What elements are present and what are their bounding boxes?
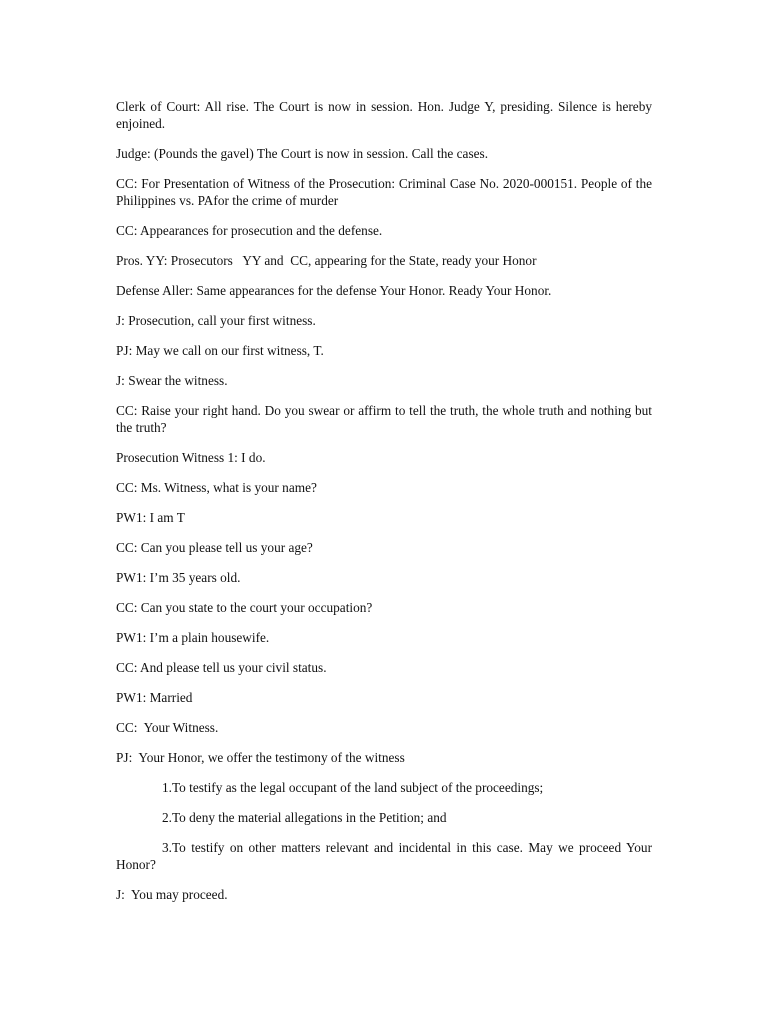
paragraph-name-answer: PW1: I am T	[116, 510, 185, 525]
paragraph-first-witness-call: J: Prosecution, call your first witness.	[116, 313, 316, 328]
paragraph-prosecutors: Pros. YY: Prosecutors YY and CC, appearing for the State, ready your Honor	[116, 253, 537, 268]
paragraph-status-question: CC: And please tell us your civil status.	[116, 660, 327, 675]
paragraph-status-answer: PW1: Married	[116, 690, 193, 705]
paragraph-clerk-opening: Clerk of Court: All rise. The Court is now in session. Hon. Judge Y, presiding. Silence is hereby enjoined.	[116, 99, 652, 131]
paragraph-appearances: CC: Appearances for prosecution and the defense.	[116, 223, 383, 238]
paragraph-case-presentation: CC: For Presentation of Witness of the Prosecution: Criminal Case No. 2020-000151. People of the Philippines vs. PAfor the crime of murder	[116, 176, 652, 208]
paragraph-name-question: CC: Ms. Witness, what is your name?	[116, 480, 317, 495]
document-page	[116, 98, 652, 916]
paragraph-occupation-answer: PW1: I’m a plain housewife.	[116, 630, 270, 645]
list-item-offer-1: 1.To testify as the legal occupant of the land subject of the proceedings;	[162, 780, 544, 795]
paragraph-defense: Defense Aller: Same appearances for the defense Your Honor. Ready Your Honor.	[116, 283, 552, 298]
list-item-offer-3: 3.To testify on other matters relevant and incidental in this case. May we proceed Your Honor?	[116, 840, 652, 872]
list-item-offer-2: 2.To deny the material allegations in the Petition; and	[162, 810, 447, 825]
paragraph-judge-call: Judge: (Pounds the gavel) The Court is now in session. Call the cases.	[116, 146, 489, 161]
paragraph-witness-response: Prosecution Witness 1: I do.	[116, 450, 266, 465]
paragraph-your-witness: CC: Your Witness.	[116, 720, 219, 735]
paragraph-occupation-question: CC: Can you state to the court your occupation?	[116, 600, 373, 615]
paragraph-age-answer: PW1: I’m 35 years old.	[116, 570, 241, 585]
paragraph-oath: CC: Raise your right hand. Do you swear or affirm to tell the truth, the whole truth and nothing but the truth?	[116, 403, 652, 435]
paragraph-swear-witness: J: Swear the witness.	[116, 373, 228, 388]
paragraph-may-proceed: J: You may proceed.	[116, 887, 228, 902]
paragraph-offer-testimony: PJ: Your Honor, we offer the testimony of the witness	[116, 750, 405, 765]
paragraph-pj-call: PJ: May we call on our first witness, T.	[116, 343, 324, 358]
paragraph-age-question: CC: Can you please tell us your age?	[116, 540, 313, 555]
